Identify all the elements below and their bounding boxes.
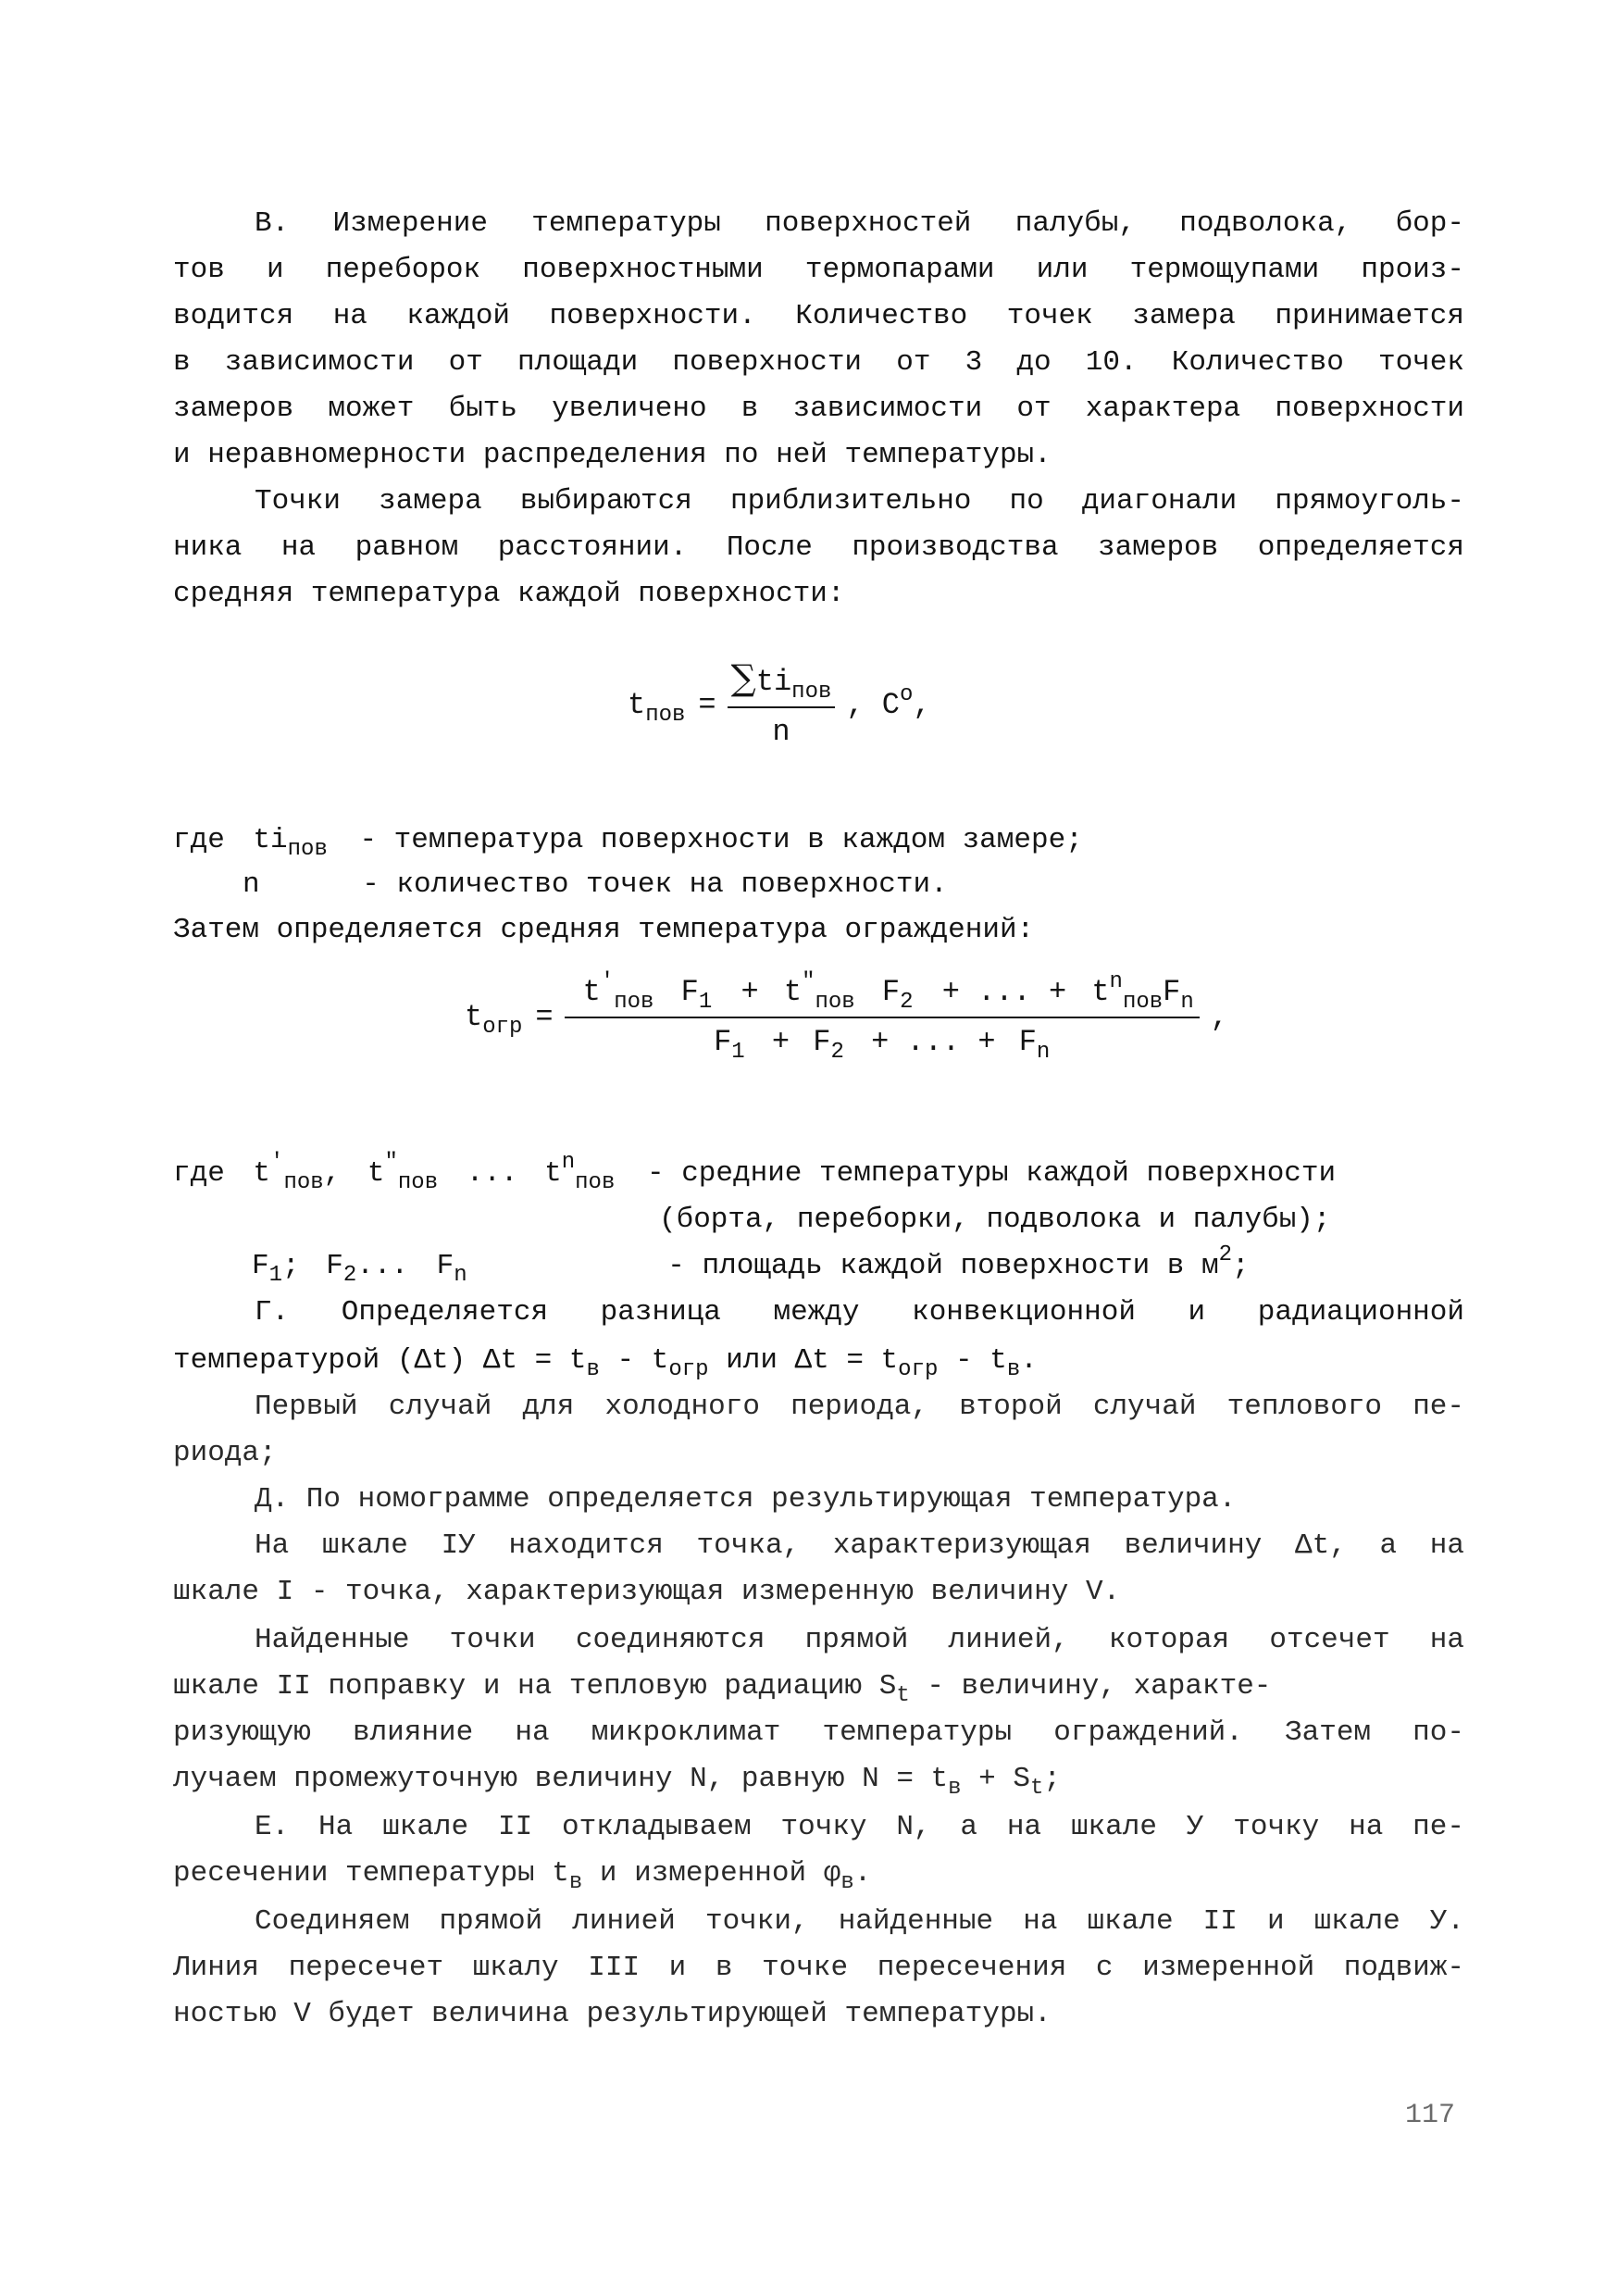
paragraph-e-line-1: Е. На шкале II откладываем точку N, а на шкале У точку на пе- bbox=[255, 1811, 1464, 1843]
formula1-lhs: $t_{пов}$ bbox=[628, 687, 686, 728]
formula2-numerator: $t'_{пов}$ $F_1 + t^"_{пов}$ $F_2$ + ... + $t^n_{пов}F_n$ bbox=[565, 974, 1200, 1018]
legend2-line-1: где $t'_{пов}$, $t^"_{пов}$ ... $t^n_{пов}$ - средние температуры каждой поверхности bbox=[173, 1150, 1337, 1195]
formula1-denominator: n bbox=[772, 715, 790, 749]
formula2-denominator: $F_1 + F_2$ + ... + $F_n$ bbox=[714, 1025, 1051, 1065]
paragraph-e-line-2: ресечении температуры $t_в$ и измеренной $\varphi_в$. bbox=[173, 1857, 872, 1895]
paragraph-points-line-2: ника на равном расстоянии. После производства замеров определяется bbox=[173, 531, 1464, 564]
legend2-line-2: (борта, переборки, подволока и палубы); bbox=[659, 1204, 1331, 1236]
paragraph-g-line-4: риода; bbox=[173, 1437, 277, 1469]
paragraph-found-line-4: лучаем промежуточную величину N, равную $N = t_в + S_t$; bbox=[173, 1763, 1061, 1801]
paragraph-v-line-2: тов и переборок поверхностными термопарами или термощупами произ- bbox=[173, 254, 1464, 286]
paragraph-connect-line-3: ностью V будет величина результирующей температуры. bbox=[173, 1998, 1052, 2030]
formula-enclosure-mean-temperature bbox=[465, 969, 1228, 1065]
formula2-lhs: $t_{огр}$ bbox=[465, 1000, 523, 1040]
paragraph-v-line-6: и неравномерности распределения по ней температуры. bbox=[173, 439, 1052, 471]
paragraph-g-line-2: температурой (Δt) $\Delta t = t_в - t_{огр}$ или $\Delta t = t_{огр} - t_в$. bbox=[173, 1344, 1038, 1382]
paragraph-scale4-line-2: шкале I - точка, характеризующая измеренную величину V. bbox=[173, 1576, 1121, 1608]
formula1-numerator: $\sum ti_{пов}$ bbox=[728, 659, 836, 708]
paragraph-points-line-3: средняя температура каждой поверхности: bbox=[173, 578, 845, 610]
paragraph-connect-line-2: Линия пересечет шкалу III и в точке пересечения с измеренной подвиж- bbox=[173, 1952, 1464, 1984]
formula2-fraction bbox=[565, 969, 1200, 1065]
formula1-fraction bbox=[728, 659, 836, 751]
paragraph-d: Д. По номограмме определяется результирующая температура. bbox=[255, 1483, 1237, 1516]
paragraph-g-line-3: Первый случай для холодного периода, второй случай теплового пе- bbox=[255, 1391, 1464, 1423]
formula1-unit: , $С^о$, bbox=[846, 681, 931, 722]
paragraph-g-line-1: Г. Определяется разница между конвекционной и радиационной bbox=[255, 1296, 1464, 1329]
legend2-line-3: $F_1$; $F_2$... $F_n$ - площадь каждой поверхности в $м^2$; bbox=[252, 1242, 1250, 1288]
paragraph-connect-line-1: Соединяем прямой линией точки, найденные на шкале II и шкале У. bbox=[255, 1905, 1464, 1938]
formula1-equals: = bbox=[698, 687, 716, 722]
paragraph-v-line-4: в зависимости от площади поверхности от 3 до 10. Количество точек bbox=[173, 346, 1464, 379]
paragraph-points-line-1: Точки замера выбираются приблизительно по диагонали прямоуголь- bbox=[255, 485, 1464, 518]
paragraph-found-line-1: Найденные точки соединяются прямой линией, которая отсечет на bbox=[255, 1624, 1464, 1656]
page-number: 117 bbox=[1405, 2100, 1456, 2131]
paragraph-v-line-1: В. Измерение температуры поверхностей палубы, подволока, бор- bbox=[255, 207, 1464, 240]
formula-surface-mean-temperature bbox=[628, 659, 931, 751]
legend1-line-2: n - количество точек на поверхности. bbox=[243, 868, 948, 901]
formula2-equals: = bbox=[535, 1000, 554, 1034]
paragraph-v-line-5: замеров может быть увеличено в зависимости от характера поверхности bbox=[173, 393, 1464, 425]
paragraph-scale4-line-1: На шкале IУ находится точка, характеризующая величину Δt, а на bbox=[255, 1529, 1464, 1562]
paragraph-found-line-2: шкале II поправку и на тепловую радиацию $S_t$ - величину, характе- bbox=[173, 1670, 1272, 1708]
paragraph-found-line-3: ризующую влияние на микроклимат температуры ограждений. Затем по- bbox=[173, 1716, 1464, 1749]
paragraph-v-line-3: водится на каждой поверхности. Количество точек замера принимается bbox=[173, 300, 1464, 332]
formula2-tail: , bbox=[1210, 1000, 1228, 1034]
legend1-line-1: где $ti_{пов}$ - температура поверхности в каждом замере; bbox=[173, 824, 1083, 862]
line-then-enclosure-mean: Затем определяется средняя температура ограждений: bbox=[173, 914, 1035, 946]
